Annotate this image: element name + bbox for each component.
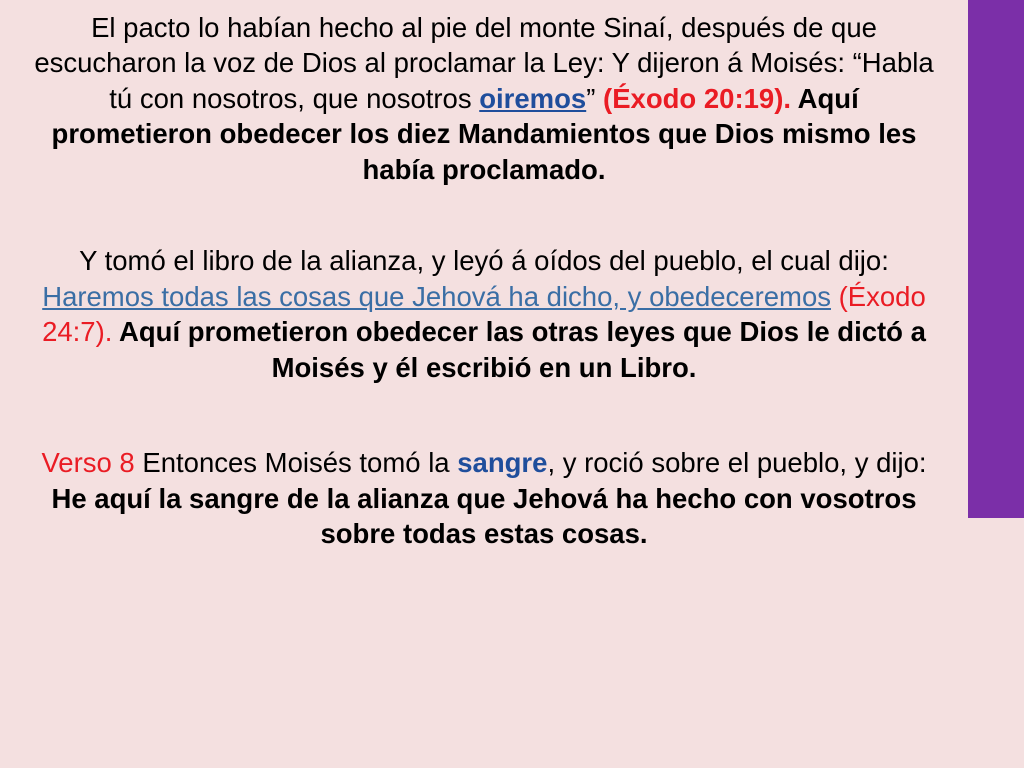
paragraph-two [20,243,948,385]
paragraph-one [20,10,948,187]
highlight-sangre: sangre [457,447,548,479]
link-haremos-todas-las-cosas[interactable]: Haremos todas las cosas que Jehová ha dicho, y obedeceremos [42,280,831,312]
paragraph-one-lead: El pacto lo habían hecho al pie del monte Sinaí, después de que escucharon la voz de Dios al proclamar la Ley: Y dijeron á Moisés: “Habla tú con nosotros, que nosotros [34,12,934,114]
paragraph-three-lead: Entonces Moisés tomó la [134,447,458,479]
paragraph-one-bold-tail: Aquí prometieron obedecer los diez Mandamientos que Dios mismo les había proclamado. [51,82,917,185]
paragraph-three [20,445,948,551]
paragraph-one-after-link: ” [586,82,604,114]
link-oiremos[interactable]: oiremos [479,82,587,114]
paragraph-three-bold-tail: He aquí la sangre de la alianza que Jehová ha hecho con vosotros sobre todas estas cosas. [51,482,917,550]
paragraph-three-middle: , y roció sobre el pueblo, y dijo: [547,447,927,479]
paragraph-two-bold-tail: Aquí prometieron obedecer las otras leyes que Dios le dictó a Moisés y él escribió en un Libro. [112,316,926,383]
paragraph-two-space [831,281,839,312]
paragraph-one-reference: (Éxodo 20:19). [603,82,791,114]
paragraph-two-reference: (Éxodo 24:7). [42,280,926,348]
paragraph-two-lead: Y tomó el libro de la alianza, y leyó á oídos del pueblo, el cual dijo: [79,245,889,277]
decorative-right-bar-lower [968,518,1024,768]
verse-label: Verso 8 [41,447,135,479]
